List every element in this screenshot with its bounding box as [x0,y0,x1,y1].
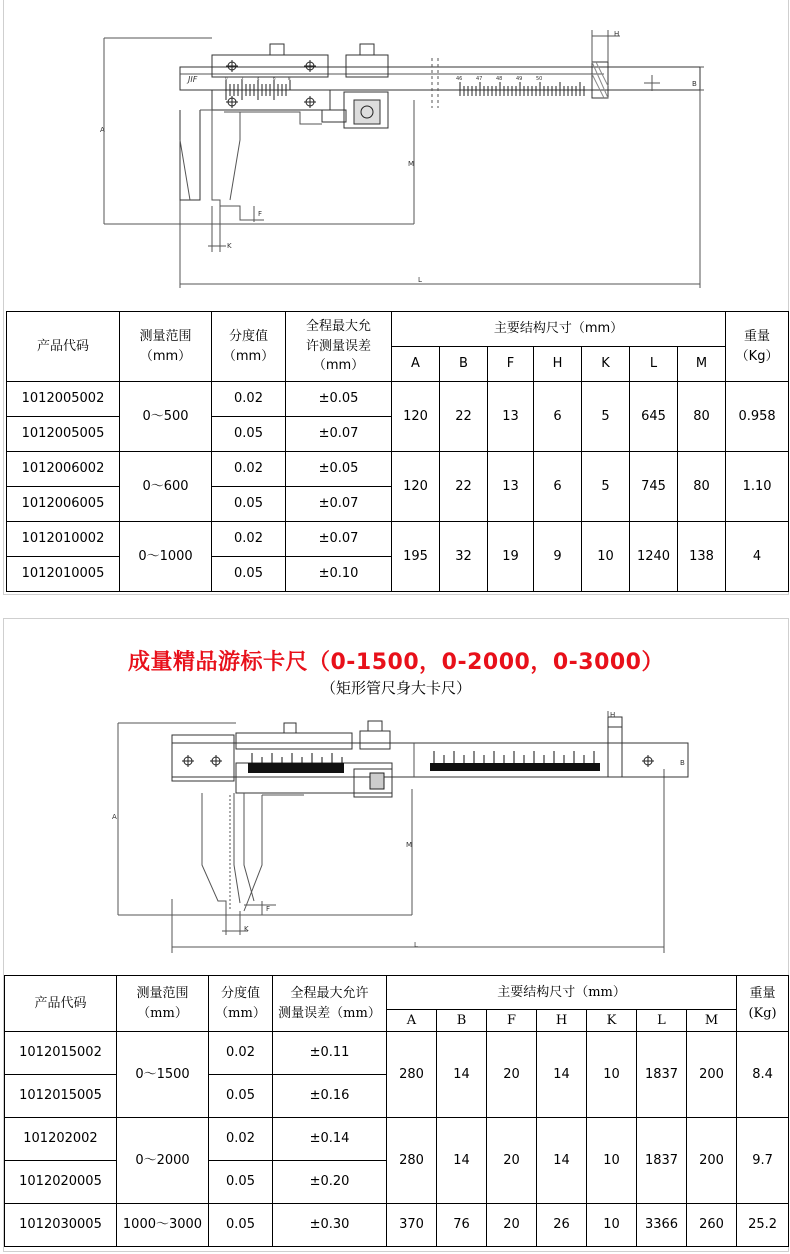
cell-dim-b: 14 [437,1118,487,1204]
cell-code: 101202002 [5,1118,117,1161]
header-error-line2: 测量误差（mm） [278,1005,381,1021]
cell-dim-a: 120 [392,382,440,452]
cell-dim-k: 10 [587,1032,637,1118]
vernier-digit: 2 [241,76,244,81]
cell-dim-a: 280 [387,1118,437,1204]
cell-dim-h: 26 [537,1204,587,1247]
dim-label-h: H [610,711,616,719]
cell-dim-f: 20 [487,1204,537,1247]
cell-dim-m: 138 [678,522,726,592]
header-code [7,312,120,382]
cell-dim-f: 20 [487,1032,537,1118]
cell-error: ±0.07 [286,522,392,557]
cell-dim-b: 14 [437,1032,487,1118]
cell-dim-f: 13 [488,382,534,452]
cell-division: 0.05 [209,1204,273,1247]
header-error-line2: 许测量误差 [305,338,371,354]
header-division-label: 分度值 [220,986,260,1001]
table-row [5,1118,789,1161]
cell-code: 1012015002 [5,1032,117,1075]
header-range-unit: （mm） [137,1005,188,1021]
cell-range: 0～1500 [117,1032,209,1118]
cell-code: 1012006005 [7,487,120,522]
cell-dim-h: 6 [534,382,582,452]
header-weight [737,976,789,1032]
cell-weight: 4 [726,522,789,592]
cell-code: 1012010002 [7,522,120,557]
header-code-label: 产品代码 [36,338,89,354]
cell-dim-k: 5 [582,382,630,452]
header-weight-unit: (Kg) [748,1005,777,1021]
spec-table-2 [4,975,789,1247]
header-range-unit: （mm） [139,348,192,364]
header-weight-label: 重量 [744,329,771,344]
cell-division: 0.02 [209,1032,273,1075]
brand-mark: JIF [188,75,198,84]
table-row [7,452,789,487]
cell-dim-m: 80 [678,452,726,522]
section-title: 成量精品游标卡尺（0-1500，0-2000，0-3000） [127,650,664,675]
header-error-line1: 全程最大允许 [290,986,369,1001]
header-code: 产品代码 [5,976,117,1032]
cell-code: 1012006002 [7,452,120,487]
vernier-digit: 0 [225,76,228,81]
header-error-unit: （mm） [312,358,365,374]
cell-division: 0.02 [212,522,286,557]
dim-label-l: L [418,276,422,284]
dim-label-b: B [692,80,697,88]
cell-division: 0.05 [212,487,286,522]
beam-digit: 48 [496,76,503,82]
cell-dim-a: 370 [387,1204,437,1247]
dim-col-h: H [537,1010,587,1032]
spec-table-1 [6,311,789,592]
dim-label-f: F [258,210,263,218]
cell-weight: 9.7 [737,1118,789,1204]
cell-dim-k: 5 [582,452,630,522]
cell-dim-h: 6 [534,452,582,522]
header-range [117,976,209,1032]
header-division-unit: （mm） [215,1005,266,1021]
dim-col-m: M [687,1010,737,1032]
cell-dim-b: 32 [440,522,488,592]
dim-label-a: A [100,126,105,134]
cell-dim-b: 22 [440,452,488,522]
dim-col-l: L [630,347,678,382]
cell-dim-h: 14 [537,1118,587,1204]
header-range [120,312,212,382]
cell-error: ±0.16 [273,1075,387,1118]
cell-dim-m: 200 [687,1118,737,1204]
cell-code: 1012030005 [5,1204,117,1247]
dim-col-f: F [487,1010,537,1032]
cell-dim-l: 745 [630,452,678,522]
dim-col-k: K [582,347,630,382]
header-division-unit: （mm） [222,348,275,364]
cell-weight: 0.958 [726,382,789,452]
beam-digit: 47 [476,76,483,82]
cell-code: 1012015005 [5,1075,117,1118]
cell-error: ±0.05 [286,382,392,417]
cell-dim-b: 76 [437,1204,487,1247]
cell-range: 0～600 [120,452,212,522]
cell-weight: 25.2 [737,1204,789,1247]
vernier-digit: 4 [257,76,260,81]
dim-label-m: M [408,160,415,168]
header-weight [726,312,789,382]
product-panel-500-1000 [3,0,789,595]
header-error [273,976,387,1032]
cell-dim-f: 20 [487,1118,537,1204]
vernier-scale-band [248,763,344,773]
header-division-label: 分度值 [228,329,268,344]
table-row [5,1204,789,1247]
cell-dim-l: 1240 [630,522,678,592]
cell-error: ±0.14 [273,1118,387,1161]
beam-digit: 46 [456,76,463,82]
header-weight-unit: （Kg） [735,348,779,364]
dim-col-l: L [637,1010,687,1032]
cell-weight: 8.4 [737,1032,789,1118]
cell-division: 0.02 [212,382,286,417]
dim-label-h: H [614,30,620,38]
table-row [5,1032,789,1075]
cell-range: 0～2000 [117,1118,209,1204]
cell-dim-m: 80 [678,382,726,452]
cell-dim-f: 13 [488,452,534,522]
header-dims: 主要结构尺寸（mm） [392,312,726,347]
dim-label-b: B [680,759,685,767]
product-panel-1500-3000 [3,618,789,1252]
caliper-drawing-1 [4,0,788,300]
header-range-label: 测量范围 [139,329,192,344]
cell-code: 1012010005 [7,557,120,592]
cell-dim-l: 645 [630,382,678,452]
dim-label-k: K [227,242,232,250]
cell-code: 1012005005 [7,417,120,452]
header-error-line1: 全程最大允 [305,319,371,335]
header-dims: 主要结构尺寸（mm） [387,976,737,1010]
dim-col-f: F [488,347,534,382]
cell-dim-a: 195 [392,522,440,592]
dim-label-l: L [414,941,418,949]
table-row [7,382,789,417]
beam-scale-band [430,763,600,771]
header-weight-label: 重量 [749,986,776,1001]
cell-error: ±0.05 [286,452,392,487]
dim-col-b: B [437,1010,487,1032]
caliper-drawing-2 [4,619,788,969]
cell-division: 0.05 [209,1161,273,1204]
cell-weight: 1.10 [726,452,789,522]
cell-error: ±0.30 [273,1204,387,1247]
header-error [286,312,392,382]
cell-dim-m: 200 [687,1032,737,1118]
cell-division: 0.05 [209,1075,273,1118]
cell-dim-l: 1837 [637,1032,687,1118]
cell-dim-k: 10 [587,1204,637,1247]
vernier-digit: 8 [288,76,291,81]
dim-col-a: A [392,347,440,382]
cell-dim-h: 9 [534,522,582,592]
cell-dim-a: 120 [392,452,440,522]
cell-dim-f: 19 [488,522,534,592]
dim-label-a: A [112,813,117,821]
cell-dim-l: 3366 [637,1204,687,1247]
beam-digit: 49 [516,76,523,82]
cell-error: ±0.10 [286,557,392,592]
dim-label-m: M [406,841,413,849]
beam-digit: 50 [536,76,543,82]
cell-range: 0～500 [120,382,212,452]
header-range-label: 测量范围 [136,986,189,1001]
cell-division: 0.05 [212,557,286,592]
cell-range: 0～1000 [120,522,212,592]
table-row [7,522,789,557]
section-subtitle: （矩形管尺身大卡尺） [320,679,471,697]
dim-col-a: A [387,1010,437,1032]
cell-dim-k: 10 [587,1118,637,1204]
dim-col-m: M [678,347,726,382]
cell-dim-k: 10 [582,522,630,592]
dim-col-h: H [534,347,582,382]
cell-error: ±0.20 [273,1161,387,1204]
cell-error: ±0.11 [273,1032,387,1075]
vernier-digit: 6 [273,76,276,81]
cell-dim-m: 260 [687,1204,737,1247]
dim-col-k: K [587,1010,637,1032]
dim-col-b: B [440,347,488,382]
cell-error: ±0.07 [286,487,392,522]
cell-dim-a: 280 [387,1032,437,1118]
dim-label-k: K [244,925,249,933]
cell-division: 0.05 [212,417,286,452]
cell-division: 0.02 [209,1118,273,1161]
cell-dim-h: 14 [537,1032,587,1118]
header-division [212,312,286,382]
cell-dim-l: 1837 [637,1118,687,1204]
header-division [209,976,273,1032]
cell-range: 1000～3000 [117,1204,209,1247]
cell-division: 0.02 [212,452,286,487]
cell-code: 1012005002 [7,382,120,417]
cell-dim-b: 22 [440,382,488,452]
cell-code: 1012020005 [5,1161,117,1204]
dim-label-f: F [266,905,271,913]
cell-error: ±0.07 [286,417,392,452]
